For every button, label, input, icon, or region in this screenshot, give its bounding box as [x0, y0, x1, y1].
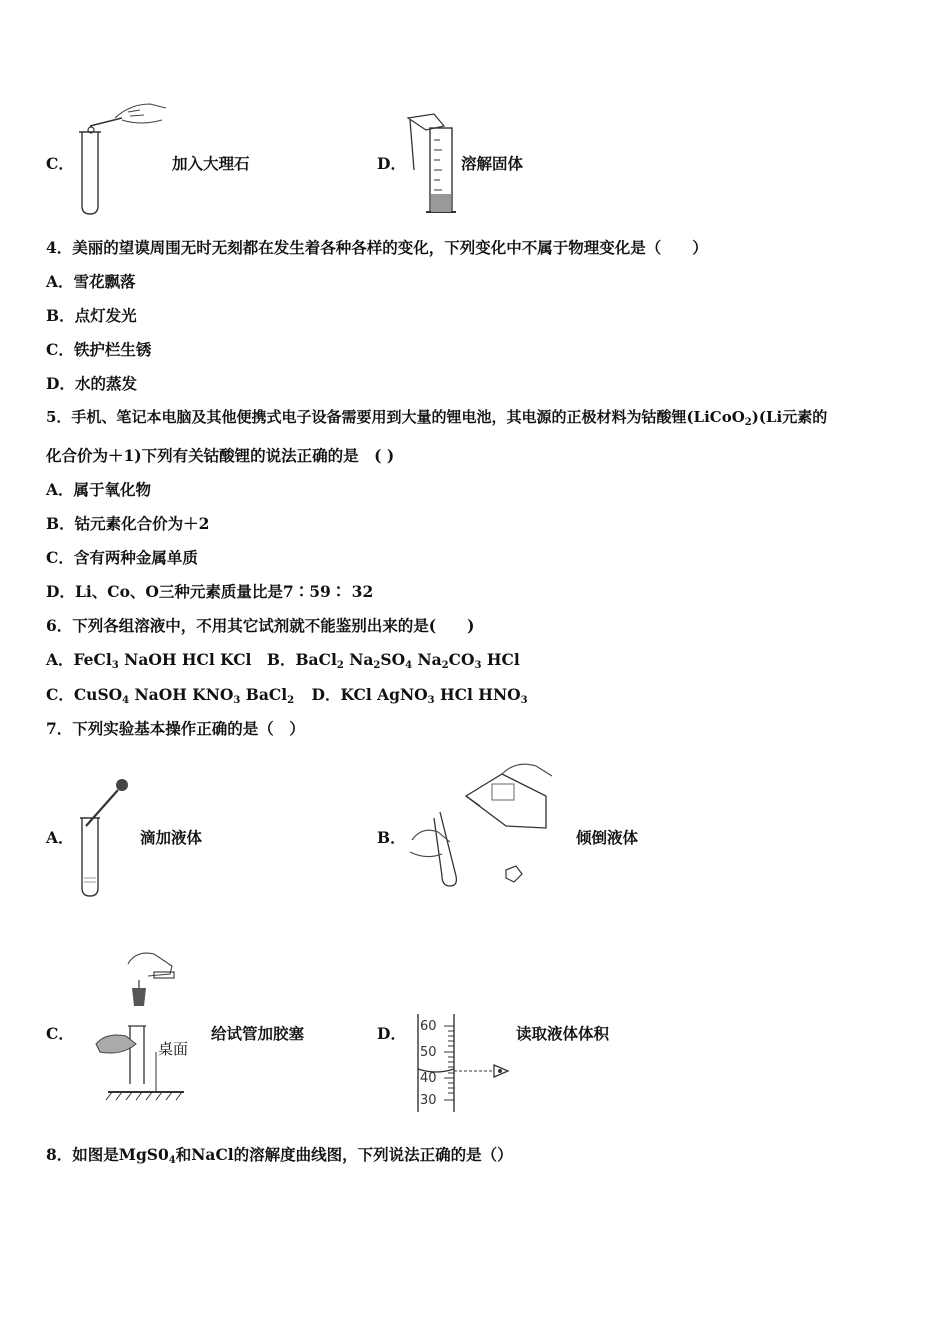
q4-option-b: B．点灯发光: [46, 306, 137, 325]
q3-d-graduated-cylinder-figure: [404, 110, 464, 216]
q7-stem: 7．下列实验基本操作正确的是（ ）: [46, 719, 305, 738]
q6-b-sub5: 3: [474, 660, 482, 671]
q6-options-ab: [46, 648, 520, 671]
q7-d-tick-30: 30: [420, 1093, 437, 1108]
q6-a-rest: NaOH HCl KCl: [118, 650, 252, 669]
q8-stem-part-a: 8．如图是MgS0: [46, 1145, 169, 1164]
q7-c-desk-label: 桌面: [158, 1040, 189, 1058]
q4-option-d: D．水的蒸发: [46, 374, 137, 393]
q6-c-sub2: 3: [233, 695, 241, 706]
q7-option-c-text: 给试管加胶塞: [211, 1024, 305, 1043]
q7-option-a-letter: A．: [46, 828, 74, 847]
q5-option-b: B．钴元素化合价为＋2: [46, 514, 210, 533]
q6-b-sub4: 2: [441, 660, 449, 671]
q8-stem-subscript: 4: [168, 1155, 176, 1166]
q6-b-sub1: 2: [336, 660, 344, 671]
q6-c-prefix: C．CuSO: [46, 685, 123, 704]
q5-option-d: D．Li、Co、O三种元素质量比是7∶59∶ 32: [46, 582, 374, 601]
q7-option-c-letter: C．: [46, 1024, 74, 1043]
q7-d-tick-40: 40: [420, 1071, 437, 1086]
q3-c-test-tube-marble-figure: [70, 98, 170, 218]
q5-stem-line2: 化合价为＋1)下列有关钴酸锂的说法正确的是 ( ): [46, 446, 395, 465]
q8-stem-part-b: 和NaCl的溶解度曲线图，下列说法正确的是（）: [175, 1145, 513, 1164]
q6-c-part1: NaOH KNO: [129, 685, 234, 704]
q7-option-a-text: 滴加液体: [140, 828, 203, 847]
q6-b-sub3: 4: [405, 660, 413, 671]
q6-option-c: [46, 685, 294, 704]
q6-c-sub3: 2: [287, 695, 295, 706]
q6-d-sub1: 3: [427, 695, 435, 706]
q7-option-b-letter: B．: [377, 828, 406, 847]
q3-option-d-text: 溶解固体: [461, 154, 524, 173]
q4-stem: 4．美丽的望谟周围无时无刻都在发生着各种各样的变化，下列变化中不属于物理变化是（ ）: [46, 238, 708, 257]
q7-c-stopper-test-tube-figure: [92, 944, 202, 1100]
q7-d-cylinder-reading-figure: [414, 1012, 518, 1116]
q7-a-dropper-test-tube-figure: [74, 778, 134, 902]
q6-b-part5: HCl: [481, 650, 520, 669]
q3-option-c-text: 加入大理石: [172, 154, 250, 173]
q4-option-a: A．雪花飘落: [46, 272, 136, 291]
q6-option-a: [46, 650, 251, 669]
q6-d-prefix: D．KCl AgNO: [311, 685, 428, 704]
q5-stem-line1-part-b: )(Li元素的: [751, 408, 828, 426]
q6-c-sub1: 4: [122, 695, 130, 706]
q6-option-d: [312, 685, 528, 704]
q6-stem: 6．下列各组溶液中，不用其它试剂就不能鉴别出来的是( ): [46, 616, 475, 635]
q7-d-tick-50: 50: [420, 1045, 437, 1060]
q6-d-sub2: 3: [520, 695, 528, 706]
q6-b-part1: Na: [343, 650, 374, 669]
q5-option-a: A．属于氧化物: [46, 480, 152, 499]
q5-stem-line1-part-a: 5．手机、笔记本电脑及其他便携式电子设备需要用到大量的锂电池，其电源的正极材料为钴酸锂(LiCoO: [46, 408, 745, 426]
q6-a-sub: 3: [111, 660, 119, 671]
q5-formula-subscript: 2: [744, 417, 752, 428]
q6-b-prefix: B．BaCl: [266, 650, 337, 669]
q6-option-b: [267, 650, 520, 669]
q6-c-part2: BaCl: [240, 685, 288, 704]
q7-b-pouring-liquid-figure: [406, 756, 556, 894]
q6-b-part2: SO: [380, 650, 406, 669]
q6-d-part1: HCl HNO: [434, 685, 521, 704]
q5-stem-line1: [46, 406, 827, 428]
q3-option-c-letter: C．: [46, 154, 74, 173]
q7-option-d-letter: D．: [377, 1024, 406, 1043]
q7-option-b-text: 倾倒液体: [576, 828, 639, 847]
q7-d-tick-60: 60: [420, 1019, 437, 1034]
q6-b-sub2: 2: [373, 660, 381, 671]
q5-option-c: C．含有两种金属单质: [46, 548, 198, 567]
q6-b-part4: CO: [448, 650, 475, 669]
q6-b-part3: Na: [412, 650, 442, 669]
q3-option-d-letter: D．: [377, 154, 406, 173]
q4-option-c: C．铁护栏生锈: [46, 340, 152, 359]
q6-a-prefix: A．FeCl: [46, 650, 112, 669]
q8-stem: [46, 1143, 513, 1166]
q7-option-d-text: 读取液体体积: [516, 1024, 610, 1043]
q6-options-cd: [46, 683, 528, 706]
